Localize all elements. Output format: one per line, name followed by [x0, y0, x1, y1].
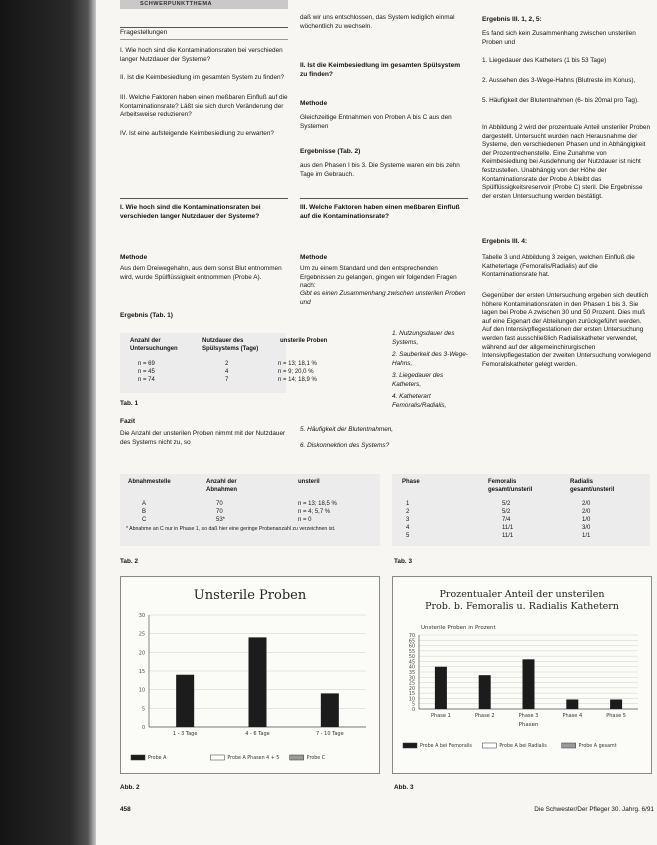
divider — [120, 39, 288, 40]
methode2-label: Methode — [300, 254, 328, 261]
table-cell: C — [142, 517, 147, 523]
y-tick-label: 70 — [408, 634, 415, 639]
table-row — [582, 500, 590, 540]
col3-text-3: Tabelle 3 und Abbildung 3 zeigen, welchen Einfluß die Katheterlage (Femoralis/Radialis) auf die Kontaminationsrate hat. — [482, 254, 635, 279]
tab3-caption: Tab. 3 — [394, 558, 412, 565]
section1-title: I. Wie hoch sind die Kontaminationsraten bei verschieden langer Nutzdauer der Systeme? — [120, 204, 261, 220]
abb3-caption: Abb. 3 — [394, 784, 414, 791]
table-row — [142, 500, 146, 524]
table-row — [138, 360, 155, 384]
tab3-header-phase: Phase — [402, 479, 420, 485]
table-cell: n = 69 — [138, 361, 155, 367]
table-row — [406, 500, 409, 540]
questions-heading: Fragestellungen — [120, 29, 168, 36]
legend-label: Probe A bei Femoralis — [420, 744, 472, 749]
y-tick-label: 5 — [141, 707, 145, 713]
table-cell: n = 9; 20,0 % — [278, 369, 314, 375]
legend-label: Probe A bei Radialis — [499, 744, 547, 749]
bar — [523, 659, 535, 709]
methode-label: Methode — [120, 254, 148, 261]
tab1-header-unsterile: unsterile Proben — [280, 338, 328, 344]
col3-text-2: In Abbildung 2 wird der prozentuale Anteil unsteriler Proben dargestellt. Untersucht wurden nach Herausnahme der Systeme, den verschiedenen Phasen und in Abhängigkeit der Prozentrechenstelle. Eine Zunahme von Keimbesiedlung bei Ausdehnung der Nutzdauer ist nicht festzustellen. Unabhängig von der Höhe der Kontaminationsrate der Probe A bleibt das Spülflüssigkeitsreservoir (Probe C) steril. Die Ergebnisse der ersten Untersuchung werden bestätigt. — [482, 124, 651, 200]
x-tick-label: 1 - 3 Tage — [172, 731, 198, 737]
tab2-caption: Tab. 2 — [120, 558, 138, 565]
table-cell: 1/0 — [582, 517, 591, 523]
table-row — [298, 500, 337, 524]
fazit-label: Fazit — [120, 418, 136, 425]
table-cell: 2/0 — [582, 501, 591, 507]
table-cell: 4 — [406, 525, 410, 531]
methode-label: Methode — [300, 100, 328, 107]
table-cell: 4 — [225, 369, 229, 375]
y-axis-label: Unsterile Proben in Prozent — [421, 625, 496, 631]
y-tick-label: 30 — [138, 614, 145, 619]
col3-item-1: 1. Liegedauer des Katheters (1 bis 53 Tage) — [482, 57, 607, 64]
tab1-caption: Tab. 1 — [120, 400, 138, 407]
list-item: 2. Sauberkeit des 3-Wege-Hahns, — [392, 351, 468, 367]
table-row — [278, 360, 317, 384]
ergebnis-label: Ergebnis (Tab. 1) — [120, 312, 174, 319]
col2-intro: daß wir uns entschlossen, das System lediglich einmal wöchentlich zu wechseln. — [300, 14, 455, 30]
x-tick-label: Phase 4 — [562, 713, 583, 719]
col3-item-2: 2. Aussehen des 3-Wege-Hahns (Blutreste im Konus), — [482, 77, 636, 84]
tab1-header-duration: Nutzdauer des Spülsystems (Tage) — [202, 338, 259, 352]
table-cell: 11/1 — [502, 525, 514, 531]
tab3-header-radialis: Radialis gesamt/unsteril — [570, 479, 615, 493]
y-tick-label: 0 — [411, 708, 415, 713]
table-cell: 11/1 — [502, 533, 514, 539]
chart-unsterile-proben — [120, 576, 380, 774]
y-tick-label: 60 — [408, 644, 415, 650]
table-cell: n = 13; 18,1 % — [278, 361, 317, 367]
methode-text: Gleichzeitige Entnahmen von Proben A bis C aus den Systemen — [300, 114, 452, 130]
abb2-caption: Abb. 2 — [120, 784, 140, 791]
bar — [610, 699, 622, 709]
question-1: I. Wie hoch sind die Kontaminationsraten bei verschieden langer Nutzdauer der Systeme? — [120, 47, 283, 63]
table-cell: 5 — [406, 533, 410, 539]
table-cell: 7 — [225, 377, 229, 383]
y-tick-label: 15 — [408, 692, 415, 698]
bar — [435, 667, 447, 709]
col3-title-1: Ergebnis III. 1, 2, 5: — [482, 16, 542, 23]
table-cell: n = 45 — [138, 369, 155, 375]
divider — [300, 198, 468, 199]
table-cell: 1 — [406, 501, 410, 507]
table-cell: n = 74 — [138, 377, 155, 383]
y-tick-label: 50 — [408, 655, 415, 661]
methode2-text: Um zu einem Standard und den entsprechenden Ergebnissen zu gelangen, gingen wir folgenden Fragen nach: — [300, 265, 457, 290]
legend-label: Probe A Phasen 4 + 5 — [227, 756, 280, 761]
tab2-header-unsteril: unsteril — [298, 479, 320, 485]
table-cell: 1/1 — [582, 533, 591, 539]
bar — [321, 693, 339, 727]
question-4: IV. Ist eine aufsteigende Keimbesiedlung zu erwarten? — [120, 130, 274, 137]
ergebnis-text: aus den Phasen I bis 3. Die Systeme waren ein bis zehn Tage im Gebrauch. — [300, 162, 460, 178]
legend-label: Probe A — [148, 756, 167, 761]
table-cell: A — [142, 501, 147, 507]
methode-text: Aus dem Dreiwegehahn, aus dem sonst Blut entnommen wird, wurde Spülflüssigkeit entnommen (Probe A). — [120, 265, 282, 281]
x-axis-label: Phasen — [518, 722, 539, 728]
tab2-footnote: * Abnahme an C nur in Phase 1, so daß hier eine geringe Probenanzahl zu verzeichnen ist. — [126, 526, 336, 532]
legend-label: Probe A gesamt — [578, 744, 617, 749]
tab2-header-count: Anzahl der Abnahmen — [206, 479, 238, 493]
bar — [479, 675, 491, 709]
legend-swatch — [290, 755, 304, 760]
journal-footer: Die Schwester/Der Pfleger 30. Jahrg. 6/91 — [534, 806, 654, 813]
page-number: 458 — [120, 806, 131, 813]
x-tick-label: Phase 2 — [474, 713, 495, 719]
x-tick-label: Phase 3 — [518, 713, 539, 719]
tab3-header-femoralis: Femoralis gesamt/unsteril — [488, 479, 533, 493]
y-tick-label: 25 — [408, 681, 415, 687]
table-3 — [392, 474, 650, 546]
table-cell: 70 — [216, 509, 223, 515]
x-tick-label: Phase 5 — [606, 713, 626, 719]
chart-femoralis-radialis — [392, 576, 652, 774]
legend-swatch — [403, 743, 417, 748]
section3-title: III. Welche Faktoren haben einen meßbaren Einfluß auf die Kontaminationsrate? — [300, 204, 460, 220]
y-tick-label: 25 — [138, 632, 145, 638]
section2-title: II. Ist die Keimbesiedlung im gesamten Spülsystem zu finden? — [300, 62, 461, 78]
y-tick-label: 15 — [138, 670, 145, 675]
x-tick-label: 7 - 10 Tage — [316, 731, 344, 737]
table-cell: 53* — [216, 517, 226, 523]
table-cell: 3 — [406, 517, 410, 523]
col3-title-2: Ergebnis III. 4: — [482, 238, 528, 245]
table-row — [216, 500, 225, 524]
bar — [249, 637, 267, 727]
table-cell: 7/4 — [502, 517, 511, 523]
table-cell: 2 — [225, 361, 229, 367]
y-tick-label: 55 — [408, 649, 415, 655]
x-tick-label: Phase 1 — [431, 713, 451, 719]
table-cell: 5/2 — [502, 509, 511, 515]
y-tick-label: 20 — [138, 651, 145, 657]
divider — [120, 27, 288, 28]
table-2 — [120, 474, 380, 546]
table-cell: 70 — [216, 501, 223, 507]
chart-title: Unsterile Proben — [193, 588, 307, 603]
table-cell: B — [142, 509, 147, 515]
table-cell: 3/0 — [582, 525, 591, 531]
bar — [176, 675, 194, 727]
table-cell: 2/0 — [582, 509, 591, 515]
table-row — [502, 500, 513, 540]
y-tick-label: 10 — [138, 688, 145, 694]
col3-item-3: 5. Häufigkeit der Blutentnahmen (6- bis 20mal pro Tag). — [482, 97, 639, 104]
table-cell: n = 0 — [298, 517, 312, 523]
legend-swatch — [131, 755, 145, 760]
legend-swatch — [210, 755, 224, 760]
y-tick-label: 20 — [408, 686, 415, 692]
table-cell: n = 13; 18,5 % — [298, 501, 337, 507]
list-item: 4. Katheterart Femoralis/Radialis, — [392, 393, 447, 409]
methode2-italic: Gibt es einen Zusammenhang zwischen unsterilen Proben und — [300, 290, 466, 306]
book-gutter-shadow — [0, 0, 96, 845]
table-cell: n = 4; 5,7 % — [298, 509, 331, 515]
x-tick-label: 4 - 6 Tage — [245, 731, 270, 737]
table-cell: 2 — [406, 509, 410, 515]
legend-label: Probe C — [306, 756, 326, 761]
list-item: 5. Häufigkeit der Blutentnahmen, — [300, 426, 394, 433]
y-tick-label: 65 — [408, 639, 415, 645]
y-tick-label: 40 — [408, 665, 415, 671]
col3-text-4: Gegenüber der ersten Untersuchung ergeben sich deutlich höhere Kontaminationsraten in den Phasen 1 bis 3. Sie lagen bei Probe A zwischen 30 und 50 Prozent. Dies muß auf eine Eigenart der Abteilungen zurückgeführt werden. Auf den Intensivpflegestationen der ersten Untersuchung werden fast ausschließlich Radialiskatheter verwendet, während auf der allgemeinchirurgischen Intensivpflegestation der zweiten Untersuchung vorwiegend Femoraliskatheter gelegt werden. — [482, 292, 651, 368]
list-item: 6. Diskonnektion des Systems? — [300, 442, 390, 449]
y-tick-label: 5 — [411, 702, 415, 708]
chart-svg — [121, 577, 379, 773]
bar — [566, 699, 578, 709]
legend-swatch — [482, 743, 496, 748]
document-page — [96, 0, 657, 845]
chart-title: Prozentualer Anteil der unsterilen — [439, 589, 605, 600]
fazit-text: Die Anzahl der unsterilen Proben nimmt mit der Nutzdauer des Systems nicht zu, so — [120, 430, 286, 446]
ergebnis-label: Ergebnisse (Tab. 2) — [300, 148, 361, 155]
table-cell: 5/2 — [502, 501, 511, 507]
section-header-bar — [120, 0, 288, 9]
chart-svg — [393, 577, 651, 773]
divider — [120, 198, 288, 199]
y-tick-label: 45 — [408, 660, 415, 666]
question-3: III. Welche Faktoren haben einen meßbaren Einfluß auf die Kontaminationsrate? Läßt sie sich durch Veränderung der Arbeitsweise reduzieren? — [120, 94, 288, 119]
y-tick-label: 30 — [408, 676, 415, 682]
list-item: 3. Liegedauer des Katheters, — [392, 372, 444, 388]
chart-title: Prob. b. Femoralis u. Radialis Kathetern — [425, 601, 619, 612]
table-cell: n = 14; 18,9 % — [278, 377, 317, 383]
y-tick-label: 10 — [408, 697, 415, 703]
tab2-header-site: Abnahmestelle — [128, 479, 171, 485]
legend-swatch — [562, 743, 576, 748]
tab1-header-count: Anzahl der Untersuchungen — [130, 338, 178, 352]
section-header-label: SCHWERPUNKTTHEMA — [140, 1, 213, 7]
y-tick-label: 0 — [141, 726, 145, 731]
table-row — [225, 360, 228, 384]
col3-text-1: Es fand sich kein Zusammenhang zwischen unsterilen Proben und — [482, 30, 636, 46]
list-item: 1. Nutzungsdauer des Systems, — [392, 330, 455, 346]
y-tick-label: 35 — [408, 671, 415, 676]
question-2: II. Ist die Keimbesiedlung im gesamten System zu finden? — [120, 74, 285, 81]
